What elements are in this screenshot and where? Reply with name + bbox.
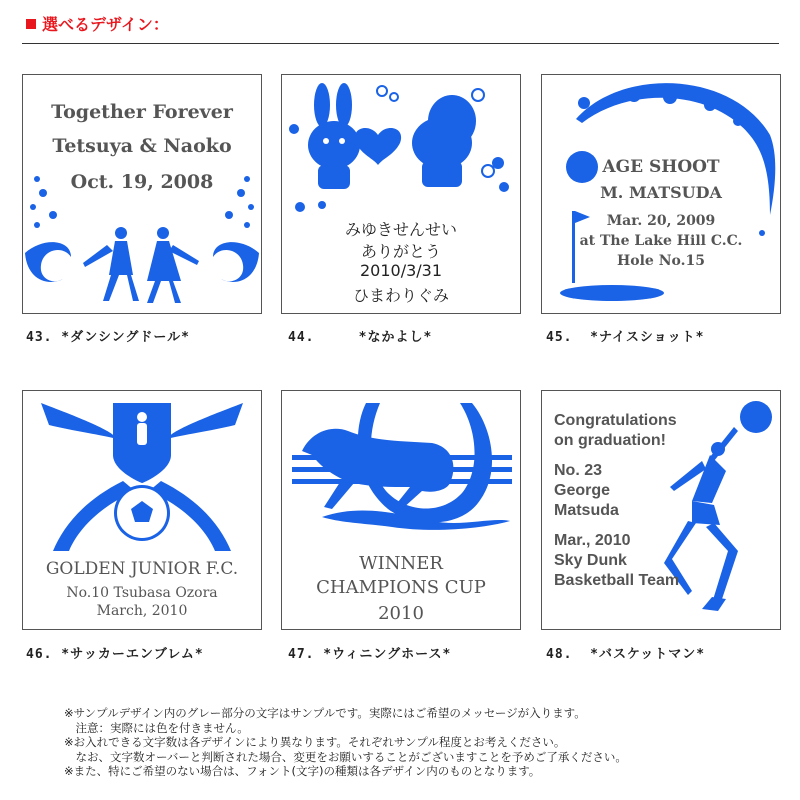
note-line: なお、文字数オーバーと判断された場合、変更をお願いすることがございますことを予めご了承ください。 [64, 749, 627, 764]
design-line: No.10 Tsubasa Ozora [66, 585, 218, 601]
design-tile-47[interactable] [281, 390, 521, 630]
design-caption: 44. *なかよし* [288, 330, 433, 345]
design-tile-43[interactable] [22, 74, 262, 314]
design-line: 2010/3/31 [359, 261, 443, 280]
design-line: Hole No.15 [617, 253, 705, 269]
design-message [554, 411, 679, 591]
design-tile-48[interactable] [541, 390, 781, 630]
design-line: Mar. 20, 2009 [606, 213, 716, 229]
design-caption: 47. *ウィニングホース* [288, 647, 452, 662]
design-tile-44[interactable] [281, 74, 521, 314]
red-square-icon [26, 19, 36, 29]
design-line: ありがとう [360, 242, 441, 261]
design-line: CHAMPIONS CUP [316, 577, 486, 598]
design-line: Oct. 19, 2008 [70, 171, 214, 193]
design-line: Matsuda [554, 502, 619, 519]
divider [22, 43, 779, 44]
design-line: AGE SHOOT [602, 157, 720, 177]
design-tile-46[interactable] [22, 390, 262, 630]
design-line: Congratulations [554, 412, 677, 429]
notes-block [64, 706, 627, 779]
design-line: ひまわりぐみ [352, 286, 449, 305]
design-caption: 45. *ナイスショット* [546, 330, 705, 345]
design-line: Tetsuya & Naoko [52, 135, 232, 157]
design-line: M. MATSUDA [600, 183, 722, 202]
section-title [26, 12, 169, 35]
design-tile-45[interactable] [541, 74, 781, 314]
design-line: No. 23 [554, 462, 603, 479]
design-line: Mar., 2010 [554, 532, 631, 549]
note-line: ※お入れできる文字数は各デザインにより異なります。それぞれサンプル程度とお考えください。 [64, 735, 566, 749]
design-caption: 46. *サッカーエンブレム* [26, 647, 204, 662]
design-line: March, 2010 [96, 603, 188, 619]
section-title-text: 選べるデザイン： [42, 15, 169, 34]
design-line: at The Lake Hill C.C. [579, 233, 743, 249]
note-line: ※また、特にご希望のない場合は、フォント(文字)の種類は各デザイン内のものとなります。 [64, 764, 541, 778]
design-line: WINNER [359, 553, 443, 574]
note-line: 注意：実際には色を付きません。 [64, 720, 249, 735]
design-caption: 43. *ダンシングドール* [26, 330, 190, 345]
design-line: on graduation! [554, 432, 666, 449]
note-line: ※サンプルデザイン内のグレー部分の文字はサンプルです。実際にはご希望のメッセージが入ります。 [64, 706, 586, 720]
design-line: Together Forever [51, 101, 233, 123]
design-line: Sky Dunk [554, 552, 627, 569]
design-caption: 48. *バスケットマン* [546, 647, 706, 662]
design-line: みゆきせんせい [344, 220, 457, 239]
design-line: George [554, 482, 611, 499]
dancing-couple-icon [23, 75, 261, 313]
design-line: 2010 [378, 603, 424, 624]
design-line: GOLDEN JUNIOR F.C. [45, 559, 239, 579]
design-line: Basketball Team [554, 572, 680, 589]
